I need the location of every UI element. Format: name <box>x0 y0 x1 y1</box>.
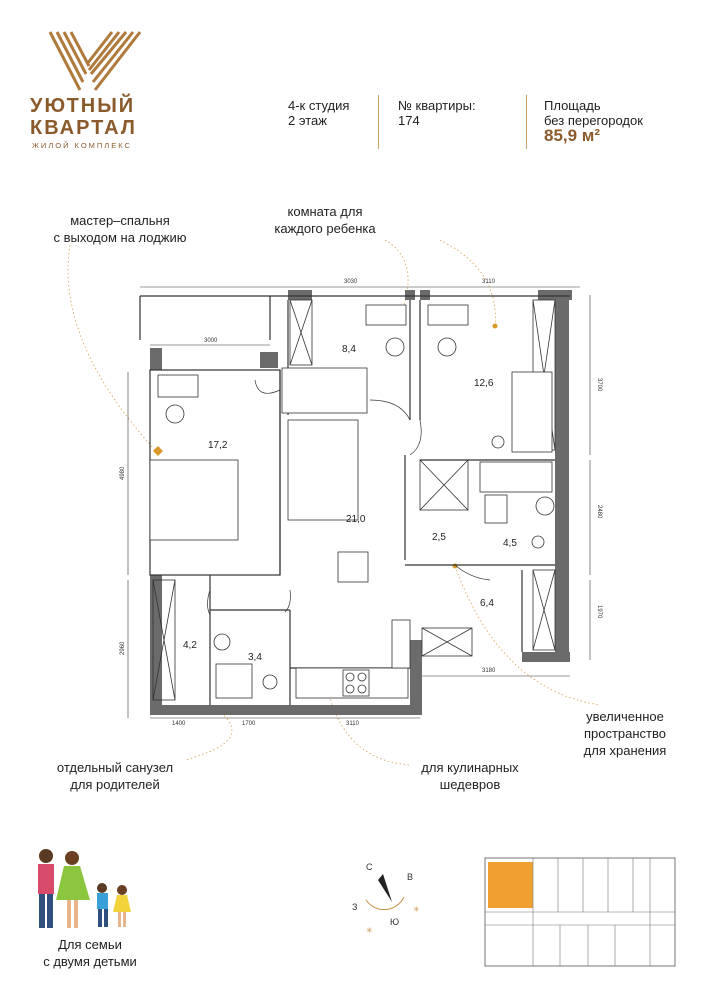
family-line1: Для семьи <box>58 937 122 952</box>
logo-subtitle: ЖИЛОЙ КОМПЛЕКС <box>32 141 132 150</box>
room-area: 4,5 <box>503 538 517 549</box>
floor-key-plan <box>485 858 675 966</box>
callout-text: для родителей <box>70 777 160 792</box>
callout-text: пространство <box>583 726 667 741</box>
dim-label: 3700 <box>596 378 602 392</box>
callout-text: увеличенное <box>586 709 664 724</box>
room-area: 6,4 <box>480 598 494 609</box>
callout-text: с выходом на лоджию <box>53 230 187 245</box>
dim-label: 4980 <box>120 466 126 480</box>
dim-label: 1700 <box>242 721 256 727</box>
area-label2: без перегородок <box>544 113 643 128</box>
compass-w: З <box>352 902 358 912</box>
sun-icon: ✳ <box>413 905 420 914</box>
dim-label: 1400 <box>172 721 186 727</box>
apt-label: № квартиры: <box>398 98 476 113</box>
type-line1: 4-к студия <box>288 98 350 113</box>
dim-label: 2480 <box>596 505 602 519</box>
compass-s: Ю <box>390 917 400 927</box>
logo-line1: УЮТНЫЙ <box>30 95 136 117</box>
room-area: 21,0 <box>346 514 366 525</box>
dim-label: 2960 <box>120 641 126 655</box>
logo-line2: КВАРТАЛ <box>30 117 137 139</box>
apt-number: 174 <box>398 113 420 128</box>
dim-label: 3180 <box>482 668 496 674</box>
callout-text: каждого ребенка <box>274 221 376 236</box>
dim-label: 1970 <box>596 605 602 619</box>
room-area: 8,4 <box>342 344 356 355</box>
room-area: 17,2 <box>208 440 228 451</box>
dim-label: 3110 <box>346 721 359 727</box>
callout-text: шедевров <box>439 777 501 792</box>
highlighted-apartment <box>488 862 533 908</box>
area-label1: Площадь <box>544 98 601 113</box>
family-icon <box>38 849 131 928</box>
area-value: 85,9 м² <box>544 126 601 145</box>
callout-text: мастер–спальня <box>70 213 170 228</box>
floor-line: 2 этаж <box>288 113 327 128</box>
dim-label: 3030 <box>344 279 358 285</box>
room-area: 12,6 <box>474 378 494 389</box>
master-marker-icon <box>153 446 163 456</box>
compass-needle-icon <box>378 874 392 902</box>
compass-arc <box>366 897 404 910</box>
callout-text: для хранения <box>583 743 667 758</box>
callout-text: для кулинарных <box>421 760 519 775</box>
family-caption <box>30 936 150 970</box>
room-area: 3,4 <box>248 652 262 663</box>
compass-e: В <box>407 872 414 882</box>
room-area: 4,2 <box>183 640 197 651</box>
callout-text: отдельный санузел <box>56 760 174 775</box>
sun-icon: ✳ <box>366 926 373 935</box>
dim-label: 3000 <box>204 338 218 344</box>
room-area: 2,5 <box>432 532 446 543</box>
compass <box>352 862 420 935</box>
furniture <box>150 305 554 698</box>
family-line2: с двумя детьми <box>43 954 137 969</box>
callout-text: комната для <box>287 204 363 219</box>
compass-n: С <box>366 862 373 872</box>
dim-label: 3110 <box>482 279 495 285</box>
